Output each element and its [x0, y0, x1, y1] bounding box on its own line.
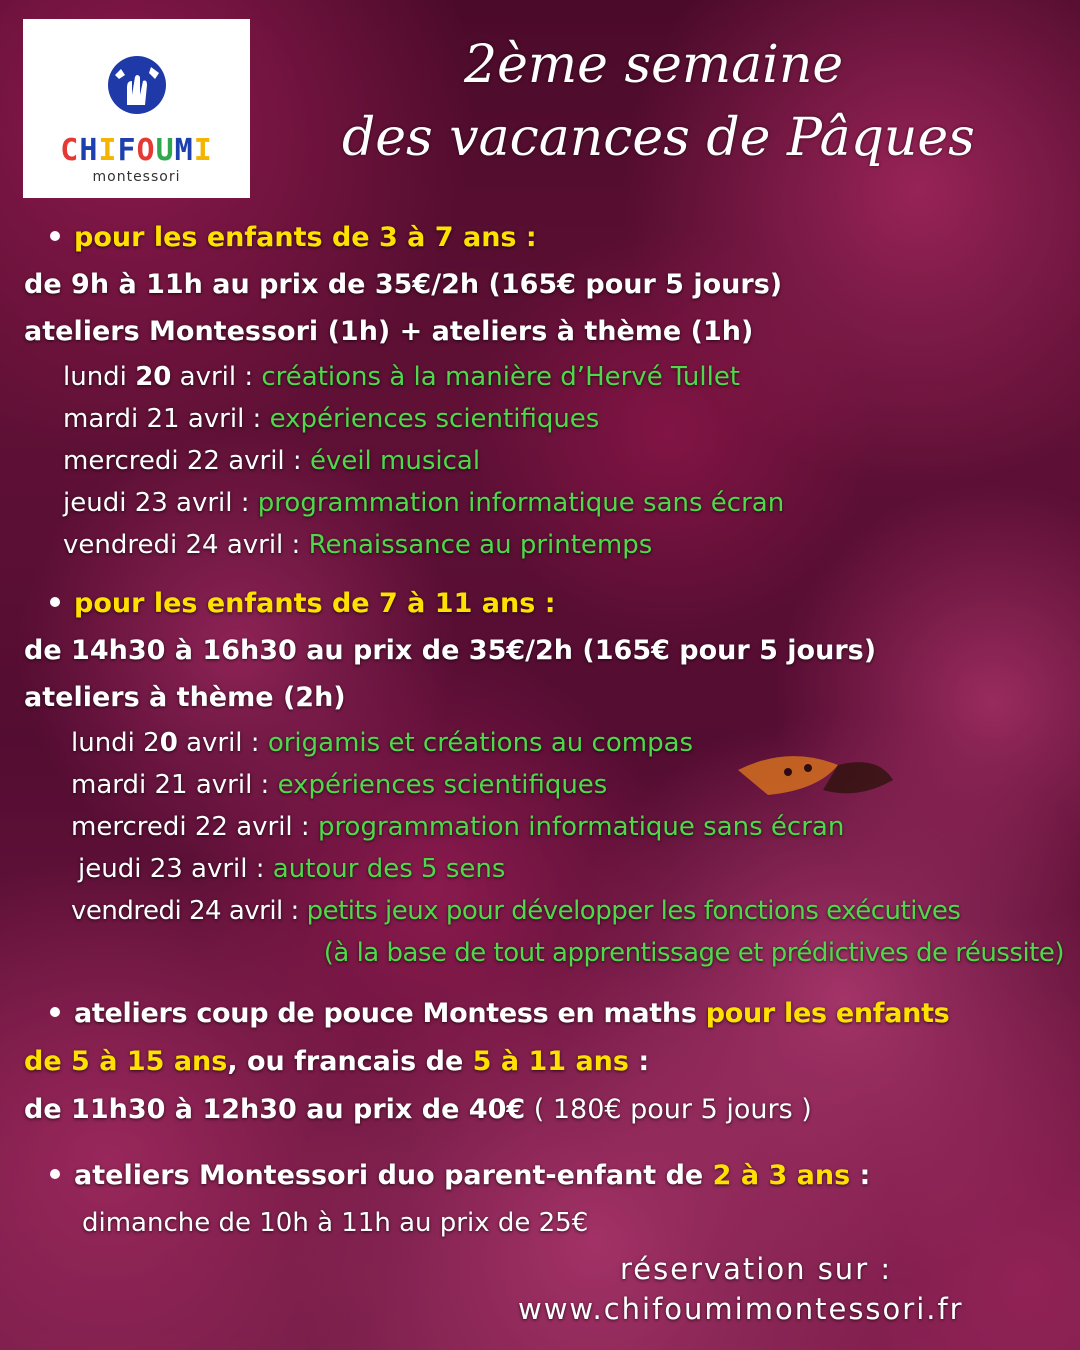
section2-schedule: de 14h30 à 16h30 au prix de 35€/2h (165€ pour 5 jours)	[24, 635, 877, 666]
page-title-line1: 2ème semaine	[464, 35, 844, 95]
section1-day-2: mardi 21 avril : expériences scientifiques	[63, 404, 600, 434]
section2-note: (à la base de tout apprentissage et prédictives de réussite)	[323, 938, 1064, 968]
logo-letter: I	[193, 133, 213, 168]
logo-wordmark	[23, 133, 250, 168]
logo	[23, 19, 250, 198]
logo-subtitle: montessori	[92, 169, 181, 185]
reservation-label: réservation sur :	[620, 1252, 893, 1286]
bullet-icon	[50, 597, 60, 607]
section2-heading: pour les enfants de 7 à 11 ans :	[50, 588, 556, 619]
bullet-icon	[50, 1007, 60, 1017]
logo-letter: H	[79, 133, 99, 168]
section1-day-1: lundi 20 avril : créations à la manière d’Hervé Tullet	[63, 362, 741, 392]
logo-letter: C	[60, 133, 80, 168]
section1-day-3: mercredi 22 avril : éveil musical	[63, 446, 481, 476]
bullet-icon	[50, 1169, 60, 1179]
section2-day-2: mardi 21 avril : expériences scientifiques	[71, 770, 608, 800]
section1-heading: pour les enfants de 3 à 7 ans :	[50, 222, 537, 253]
section2-format: ateliers à thème (2h)	[24, 682, 346, 713]
logo-letter: M	[174, 133, 194, 168]
logo-letter: U	[155, 133, 175, 168]
section3-line1: ateliers coup de pouce Montess en maths pour les enfants	[50, 998, 949, 1029]
hands-logo-icon	[107, 55, 167, 115]
section3-line2: de 5 à 15 ans, ou francais de 5 à 11 ans :	[24, 1046, 650, 1077]
section1-day-4: jeudi 23 avril : programmation informatique sans écran	[63, 488, 785, 518]
reservation-url[interactable]: www.chifoumimontessori.fr	[518, 1292, 964, 1326]
section1-schedule: de 9h à 11h au prix de 35€/2h (165€ pour 5 jours)	[24, 269, 783, 300]
logo-letter: O	[136, 133, 156, 168]
page-title-line2: des vacances de Pâques	[342, 108, 975, 168]
section4-detail: dimanche de 10h à 11h au prix de 25€	[82, 1208, 589, 1238]
bullet-icon	[50, 231, 60, 241]
section2-day-3: mercredi 22 avril : programmation informatique sans écran	[71, 812, 845, 842]
logo-letter: F	[117, 133, 137, 168]
section1-day-5: vendredi 24 avril : Renaissance au printemps	[63, 530, 653, 560]
logo-letter: I	[98, 133, 118, 168]
butterfly-image	[728, 750, 898, 810]
section2-day-5: vendredi 24 avril : petits jeux pour développer les fonctions exécutives	[71, 896, 961, 926]
section4-heading: ateliers Montessori duo parent-enfant de 2 à 3 ans :	[50, 1160, 870, 1191]
section2-day-1: lundi 20 avril : origamis et créations au compas	[71, 728, 694, 758]
section1-format: ateliers Montessori (1h) + ateliers à thème (1h)	[24, 316, 754, 347]
section2-day-4: jeudi 23 avril : autour des 5 sens	[78, 854, 506, 884]
section3-line3: de 11h30 à 12h30 au prix de 40€ ( 180€ pour 5 jours )	[24, 1094, 812, 1125]
